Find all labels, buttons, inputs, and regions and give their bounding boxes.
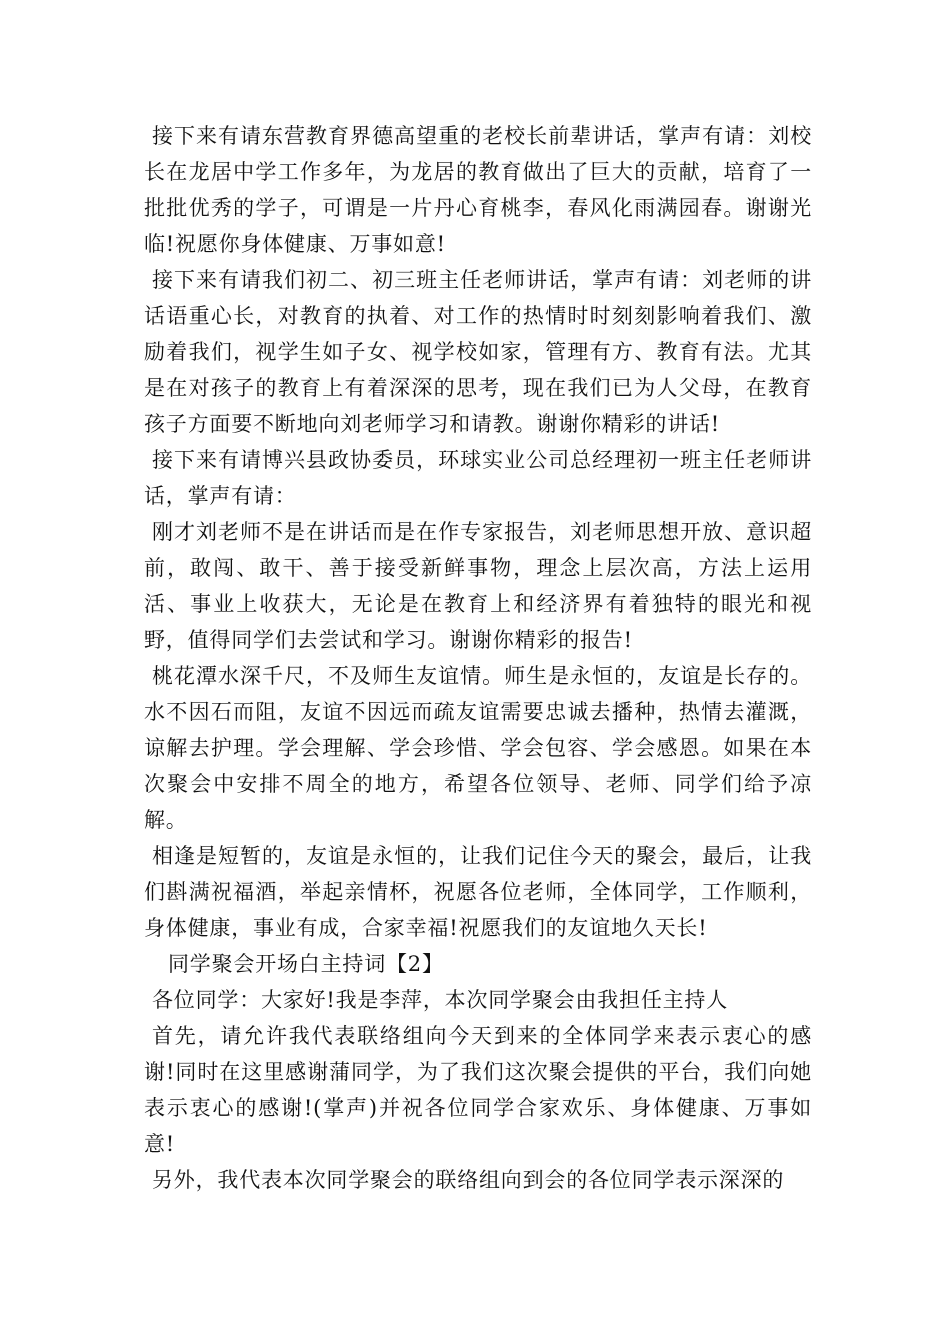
document-body [144, 118, 812, 1198]
paragraph-greeting: 各位同学：大家好!我是李萍，本次同学聚会由我担任主持人 [152, 988, 729, 1012]
paragraph-additional-thanks: 另外，我代表本次同学聚会的联络组向到会的各位同学表示深深的 [152, 1168, 785, 1192]
paragraph-expert-report-thanks: 刚才刘老师不是在讲话而是在作专家报告，刘老师思想开放、意识超前，敢闯、敢干、善于接受新鲜事物，理念上层次高，方法上运用活、事业上收获大，无论是在教育上和经济界有着独特的眼光和视野，值得同学们去尝试和学习。谢谢你精彩的报告! [144, 520, 812, 652]
paragraph-friendship: 桃花潭水深千尺，不及师生友谊情。师生是永恒的，友谊是长存的。水不因石而阻，友谊不因远而疏友谊需要忠诚去播种，热情去灌溉，谅解去护理。学会理解、学会珍惜、学会包容、学会感恩。如果在本次聚会中安排不周全的地方，希望各位领导、老师、同学们给予凉解。 [144, 664, 812, 832]
section-heading: 同学聚会开场白主持词【2】 [168, 952, 444, 976]
paragraph-principal-speech: 接下来有请东营教育界德高望重的老校长前辈讲话，掌声有请：刘校长在龙居中学工作多年，为龙居的教育做出了巨大的贡献，培育了一批批优秀的学子，可谓是一片丹心育桃李，春风化雨满园春。谢谢光临!祝愿你身体健康、万事如意! [144, 124, 812, 256]
paragraph-class-teacher-speech: 接下来有请我们初二、初三班主任老师讲话，掌声有请：刘老师的讲话语重心长，对教育的执着、对工作的热情时时刻刻影响着我们、激励着我们，视学生如子女、视学校如家，管理有方、教育有法。尤其是在对孩子的教育上有着深深的思考，现在我们已为人父母，在教育孩子方面要不断地向刘老师学习和请教。谢谢你精彩的讲话! [144, 268, 812, 436]
paragraph-committee-member-intro: 接下来有请博兴县政协委员，环球实业公司总经理初一班主任老师讲话，掌声有请： [144, 448, 812, 508]
paragraph-thanks: 首先，请允许我代表联络组向今天到来的全体同学来表示衷心的感谢!同时在这里感谢蒲同学，为了我们这次聚会提供的平台，我们向她表示衷心的感谢!(掌声)并祝各位同学合家欢乐、身体健康、万事如意! [144, 1024, 812, 1156]
paragraph-closing-toast: 相逢是短暂的，友谊是永恒的，让我们记住今天的聚会，最后，让我们斟满祝福酒，举起亲情杯，祝愿各位老师，全体同学，工作顺利，身体健康，事业有成，合家幸福!祝愿我们的友谊地久天长! [144, 844, 812, 940]
